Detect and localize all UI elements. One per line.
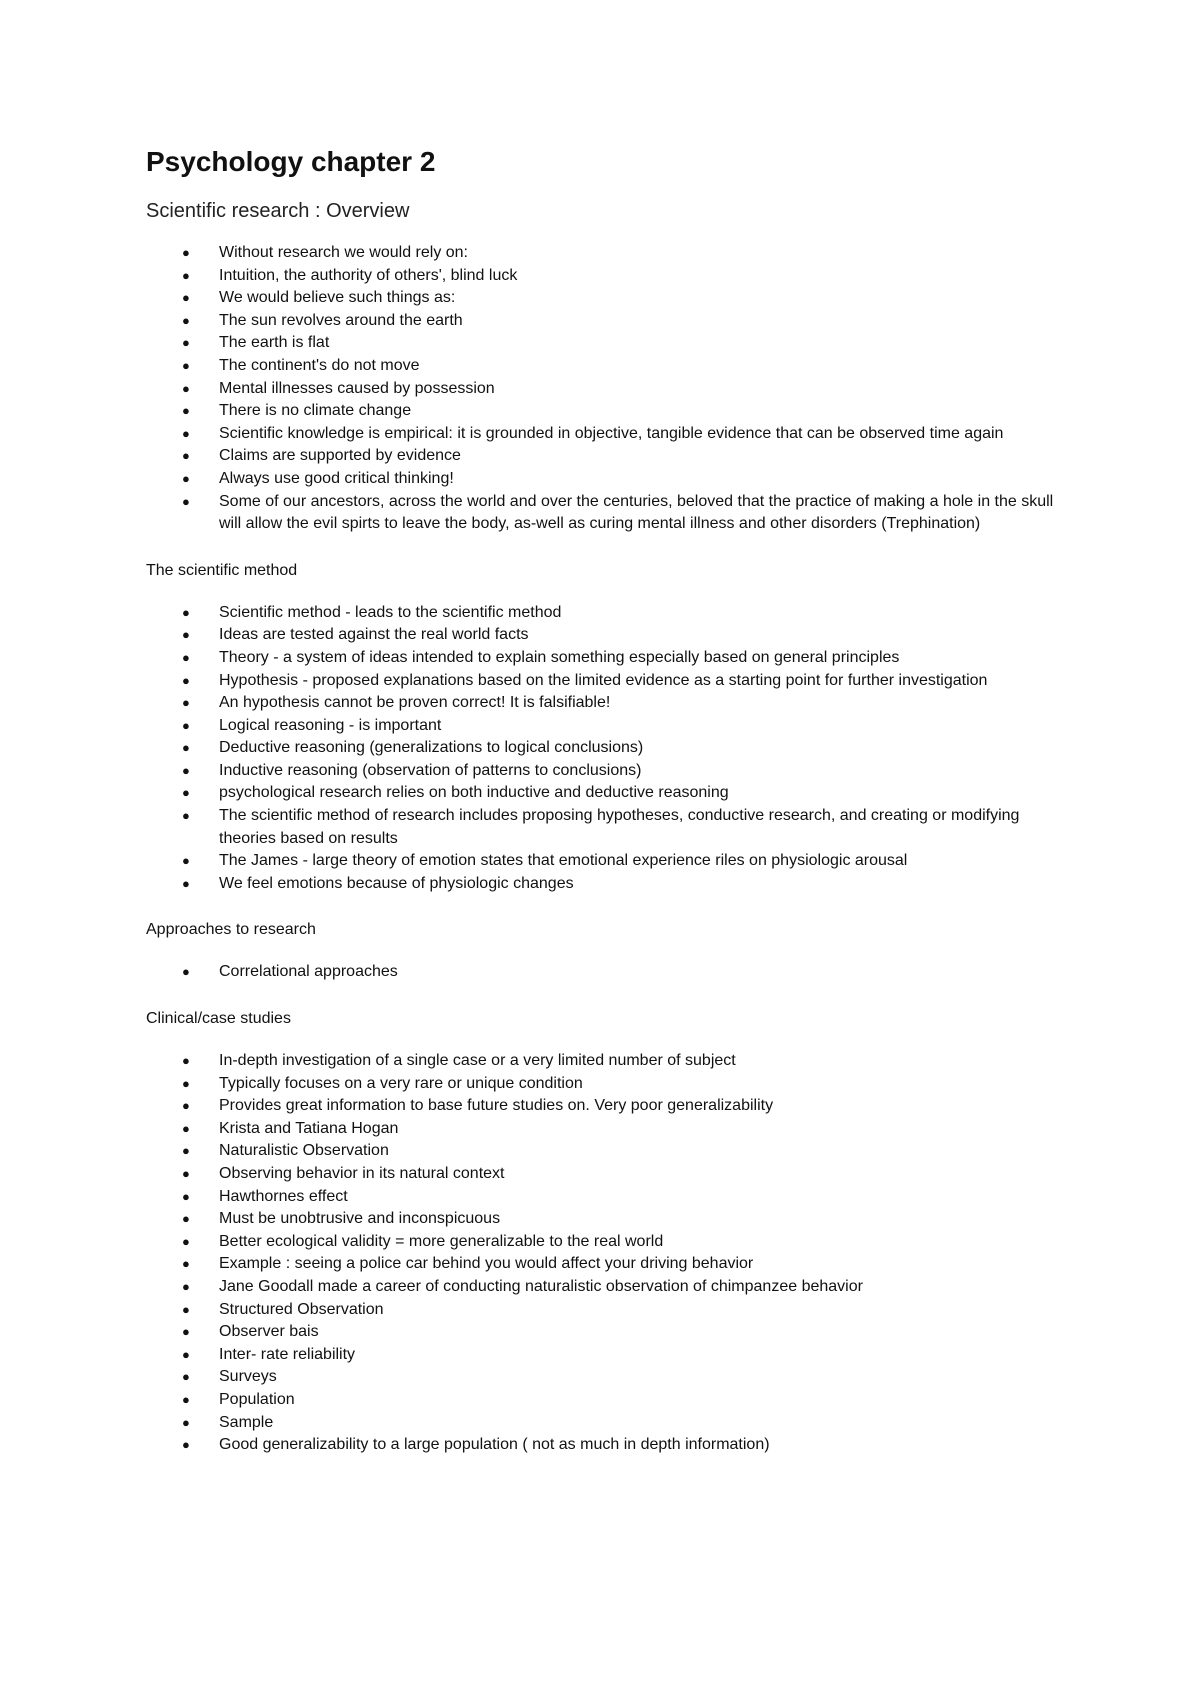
bullet-icon: ● xyxy=(182,1120,190,1136)
section-heading: Clinical/case studies xyxy=(146,1010,291,1028)
list-item-text: Observer bais xyxy=(219,1323,319,1341)
bullet-icon: ● xyxy=(182,290,190,306)
list-item xyxy=(146,1140,1066,1163)
section-1 xyxy=(146,560,1066,896)
bullet-icon: ● xyxy=(182,493,190,509)
bullet-icon: ● xyxy=(182,267,190,283)
bullet-icon: ● xyxy=(182,853,190,869)
bullet-list xyxy=(146,1050,1066,1457)
list-item xyxy=(146,692,1066,715)
list-item xyxy=(146,468,1066,491)
bullet-icon: ● xyxy=(182,1211,190,1227)
list-item-text: Provides great information to base future studies on. Very poor generalizability xyxy=(219,1097,774,1115)
list-item xyxy=(146,602,1066,625)
list-item xyxy=(146,1231,1066,1254)
bullet-icon: ● xyxy=(182,762,190,778)
list-item-text: Must be unobtrusive and inconspicuous xyxy=(219,1210,501,1228)
list-item xyxy=(146,445,1066,468)
list-item-text: Krista and Tatiana Hogan xyxy=(219,1119,399,1137)
list-item-text: Good generalizability to a large population ( not as much in depth information) xyxy=(219,1436,770,1454)
bullet-icon: ● xyxy=(182,1053,190,1069)
list-item-text: The scientific method of research includes proposing hypotheses, conductive research, and creating or modifying theories based on results xyxy=(219,807,1020,847)
bullet-icon: ● xyxy=(182,604,190,620)
bullet-icon: ● xyxy=(182,1075,190,1091)
page-title: Psychology chapter 2 xyxy=(146,146,436,177)
bullet-icon: ● xyxy=(182,1098,190,1114)
list-item-text: We would believe such things as: xyxy=(219,289,456,307)
section-2 xyxy=(146,919,1066,984)
list-item-text: Naturalistic Observation xyxy=(219,1142,389,1160)
list-item-text: Inductive reasoning (observation of patterns to conclusions) xyxy=(219,761,642,779)
bullet-list xyxy=(146,602,1066,896)
bullet-icon: ● xyxy=(182,1233,190,1249)
section-3 xyxy=(146,1008,1066,1457)
list-item xyxy=(146,715,1066,738)
list-item-text: The earth is flat xyxy=(219,334,330,352)
bullet-icon: ● xyxy=(182,245,190,260)
list-item xyxy=(146,1095,1066,1118)
list-item-text: Ideas are tested against the real world facts xyxy=(219,626,529,644)
bullet-icon: ● xyxy=(182,1437,190,1453)
bullet-icon: ● xyxy=(182,695,190,711)
document-body xyxy=(146,242,1066,1457)
list-item xyxy=(146,760,1066,783)
list-item xyxy=(146,961,1066,984)
bullet-list xyxy=(146,242,1066,536)
list-item xyxy=(146,1253,1066,1276)
list-item-text: Example : seeing a police car behind you would affect your driving behavior xyxy=(219,1255,754,1273)
bullet-icon: ● xyxy=(182,312,190,328)
list-item xyxy=(146,737,1066,760)
page-subtitle: Scientific research : Overview xyxy=(146,200,410,222)
list-item-text: Hawthornes effect xyxy=(219,1187,348,1205)
bullet-icon: ● xyxy=(182,649,190,665)
list-item-text: psychological research relies on both inductive and deductive reasoning xyxy=(219,784,729,802)
list-item xyxy=(146,624,1066,647)
bullet-icon: ● xyxy=(182,1256,190,1272)
bullet-icon: ● xyxy=(182,1414,190,1430)
bullet-icon: ● xyxy=(182,717,190,733)
list-item-text: Always use good critical thinking! xyxy=(219,469,454,487)
list-item xyxy=(146,287,1066,310)
list-item-text: Intuition, the authority of others', blind luck xyxy=(219,266,518,284)
list-item-text: Jane Goodall made a career of conducting naturalistic observation of chimpanzee behavior xyxy=(219,1277,863,1295)
list-item-text: There is no climate change xyxy=(219,402,412,420)
list-item xyxy=(146,782,1066,805)
bullet-icon: ● xyxy=(182,448,190,464)
list-item-text: Better ecological validity = more generalizable to the real world xyxy=(219,1232,664,1250)
bullet-icon: ● xyxy=(182,403,190,419)
list-item-text: Theory - a system of ideas intended to explain something especially based on general principles xyxy=(219,648,900,666)
bullet-icon: ● xyxy=(182,785,190,801)
list-item-text: Claims are supported by evidence xyxy=(219,447,461,465)
list-item xyxy=(146,1321,1066,1344)
list-item xyxy=(146,1163,1066,1186)
list-item-text: Structured Observation xyxy=(219,1300,384,1318)
list-item-text: Logical reasoning - is important xyxy=(219,716,442,734)
list-item xyxy=(146,310,1066,333)
bullet-icon: ● xyxy=(182,1346,190,1362)
list-item xyxy=(146,1073,1066,1096)
list-item xyxy=(146,805,1066,850)
list-item-text: The sun revolves around the earth xyxy=(219,311,463,329)
list-item-text: In-depth investigation of a single case or a very limited number of subject xyxy=(219,1052,736,1070)
bullet-icon: ● xyxy=(182,672,190,688)
list-item-text: Population xyxy=(219,1390,295,1408)
bullet-icon: ● xyxy=(182,1143,190,1159)
list-item xyxy=(146,1299,1066,1322)
list-item xyxy=(146,242,1066,265)
list-item xyxy=(146,1276,1066,1299)
list-item-text: Inter- rate reliability xyxy=(219,1345,356,1363)
bullet-icon: ● xyxy=(182,357,190,373)
bullet-icon: ● xyxy=(182,335,190,351)
list-item-text: Sample xyxy=(219,1413,274,1431)
list-item xyxy=(146,850,1066,873)
list-item-text: We feel emotions because of physiologic changes xyxy=(219,874,574,892)
list-item xyxy=(146,378,1066,401)
list-item-text: Mental illnesses caused by possession xyxy=(219,379,495,397)
section-heading: The scientific method xyxy=(146,561,298,579)
list-item-text: Deductive reasoning (generalizations to logical conclusions) xyxy=(219,739,644,757)
list-item xyxy=(146,423,1066,446)
list-item xyxy=(146,265,1066,288)
list-item xyxy=(146,873,1066,896)
list-item xyxy=(146,1412,1066,1435)
bullet-icon: ● xyxy=(182,1278,190,1294)
list-item-text: The continent's do not move xyxy=(219,356,420,374)
list-item-text: Typically focuses on a very rare or unique condition xyxy=(219,1074,583,1092)
bullet-icon: ● xyxy=(182,964,190,980)
list-item xyxy=(146,491,1066,536)
list-item xyxy=(146,1050,1066,1073)
bullet-icon: ● xyxy=(182,1301,190,1317)
bullet-icon: ● xyxy=(182,425,190,441)
bullet-icon: ● xyxy=(182,1391,190,1407)
list-item xyxy=(146,647,1066,670)
bullet-icon: ● xyxy=(182,1369,190,1385)
document-page xyxy=(146,140,1066,1481)
bullet-icon: ● xyxy=(182,875,190,891)
list-item xyxy=(146,355,1066,378)
list-item-text: The James - large theory of emotion states that emotional experience riles on physiologic arousal xyxy=(219,852,908,870)
bullet-icon: ● xyxy=(182,627,190,643)
list-item xyxy=(146,400,1066,423)
bullet-list xyxy=(146,961,1066,984)
list-item xyxy=(146,1366,1066,1389)
list-item xyxy=(146,1344,1066,1367)
bullet-icon: ● xyxy=(182,1324,190,1340)
list-item-text: An hypothesis cannot be proven correct! It is falsifiable! xyxy=(219,694,611,712)
list-item xyxy=(146,1186,1066,1209)
bullet-icon: ● xyxy=(182,1188,190,1204)
list-item-text: Without research we would rely on: xyxy=(219,244,468,261)
list-item-text: Scientific method - leads to the scientific method xyxy=(219,603,562,621)
list-item-text: Hypothesis - proposed explanations based on the limited evidence as a starting point for further investigation xyxy=(219,671,988,689)
list-item xyxy=(146,1434,1066,1457)
section-0 xyxy=(146,242,1066,536)
list-item-text: Some of our ancestors, across the world and over the centuries, beloved that the practice of making a hole in the skull will allow the evil spirts to leave the body, as-well as curing mental illness and other disorders (Trephination) xyxy=(219,492,1054,533)
list-item-text: Scientific knowledge is empirical: it is grounded in objective, tangible evidence that can be observed time again xyxy=(219,424,1004,442)
list-item xyxy=(146,1118,1066,1141)
bullet-icon: ● xyxy=(182,470,190,486)
list-item xyxy=(146,1208,1066,1231)
bullet-icon: ● xyxy=(182,380,190,396)
list-item xyxy=(146,332,1066,355)
bullet-icon: ● xyxy=(182,808,190,824)
list-item-text: Surveys xyxy=(219,1368,277,1386)
list-item xyxy=(146,1389,1066,1412)
list-item xyxy=(146,670,1066,693)
list-item-text: Correlational approaches xyxy=(219,963,398,981)
bullet-icon: ● xyxy=(182,1166,190,1181)
bullet-icon: ● xyxy=(182,740,190,756)
section-heading: Approaches to research xyxy=(146,921,316,939)
list-item-text: Observing behavior in its natural context xyxy=(219,1165,505,1182)
